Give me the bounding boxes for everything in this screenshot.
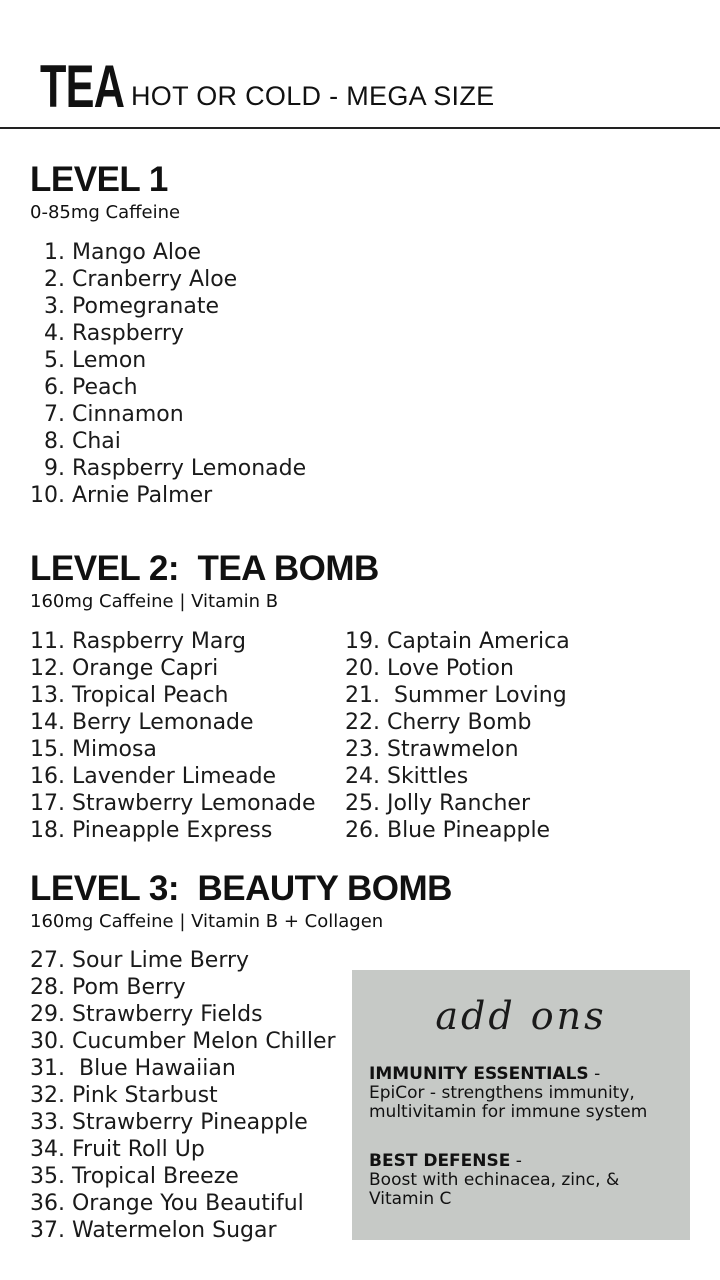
list-item: 20. Love Potion — [345, 656, 514, 681]
add-on-separator: - — [588, 1064, 601, 1084]
header-divider — [0, 127, 720, 129]
list-item: 30. Cucumber Melon Chiller — [30, 1029, 336, 1054]
list-item: 10. Arnie Palmer — [30, 483, 213, 508]
add-ons-title: add ons — [435, 994, 607, 1038]
list-item: 26. Blue Pineapple — [345, 818, 551, 843]
level-3-list — [30, 947, 336, 1244]
list-item: 5. Lemon — [44, 348, 147, 373]
list-item: 37. Watermelon Sugar — [30, 1218, 277, 1243]
list-item: 17. Strawberry Lemonade — [30, 791, 316, 816]
add-on-description: Boost with echinacea, zinc, & Vitamin C — [369, 1170, 620, 1209]
list-item: 33. Strawberry Pineapple — [30, 1110, 308, 1135]
list-item: 34. Fruit Roll Up — [30, 1137, 205, 1162]
level-2-list-right — [345, 628, 570, 844]
list-item: 23. Strawmelon — [345, 737, 519, 762]
add-on-best-defense — [369, 1152, 684, 1209]
level-1-title: LEVEL 1 — [30, 160, 168, 199]
list-item: 4. Raspberry — [44, 321, 184, 346]
menu-header — [0, 0, 720, 129]
level-2-list-left — [30, 628, 316, 844]
list-item: 8. Chai — [44, 429, 121, 454]
list-item: 9. Raspberry Lemonade — [44, 456, 307, 481]
list-item: 27. Sour Lime Berry — [30, 948, 250, 973]
list-item: 19. Captain America — [345, 629, 570, 654]
list-item: 36. Orange You Beautiful — [30, 1191, 304, 1216]
list-item: 31. Blue Hawaiian — [30, 1056, 236, 1081]
list-item: 7. Cinnamon — [44, 402, 184, 427]
add-on-description: EpiCor - strengthens immunity, multivitamin for immune system — [369, 1083, 648, 1122]
list-item: 16. Lavender Limeade — [30, 764, 277, 789]
add-on-separator: - — [510, 1151, 522, 1171]
list-item: 32. Pink Starbust — [30, 1083, 218, 1108]
list-item: 11. Raspberry Marg — [30, 629, 246, 654]
level-2-caffeine: 160mg Caffeine | Vitamin B — [30, 591, 279, 612]
list-item: 29. Strawberry Fields — [30, 1002, 263, 1027]
list-item: 3. Pomegranate — [44, 294, 219, 319]
list-item: 28. Pom Berry — [30, 975, 186, 1000]
brand-title: TEA — [40, 53, 125, 120]
list-item: 12. Orange Capri — [30, 656, 219, 681]
list-item: 22. Cherry Bomb — [345, 710, 532, 735]
list-item: 25. Jolly Rancher — [345, 791, 531, 816]
list-item: 14. Berry Lemonade — [30, 710, 254, 735]
list-item: 15. Mimosa — [30, 737, 157, 762]
level-2-title: LEVEL 2: TEA BOMB — [30, 549, 379, 588]
add-on-immunity-essentials — [369, 1065, 684, 1122]
header-subtitle: HOT OR COLD - MEGA SIZE — [131, 81, 495, 111]
list-item: 21. Summer Loving — [345, 683, 567, 708]
list-item: 18. Pineapple Express — [30, 818, 273, 843]
add-ons-panel — [352, 970, 690, 1240]
list-item: 13. Tropical Peach — [30, 683, 229, 708]
list-item: 2. Cranberry Aloe — [44, 267, 238, 292]
level-1-caffeine: 0-85mg Caffeine — [30, 202, 181, 223]
level-1-list — [20, 239, 306, 509]
level-3-title: LEVEL 3: BEAUTY BOMB — [30, 869, 452, 908]
level-3-caffeine: 160mg Caffeine | Vitamin B + Collagen — [30, 911, 384, 932]
add-on-name: IMMUNITY ESSENTIALS — [369, 1064, 589, 1084]
list-item: 1. Mango Aloe — [44, 240, 201, 265]
add-on-name: BEST DEFENSE — [369, 1151, 511, 1171]
list-item: 24. Skittles — [345, 764, 469, 789]
list-item: 6. Peach — [44, 375, 138, 400]
list-item: 35. Tropical Breeze — [30, 1164, 239, 1189]
